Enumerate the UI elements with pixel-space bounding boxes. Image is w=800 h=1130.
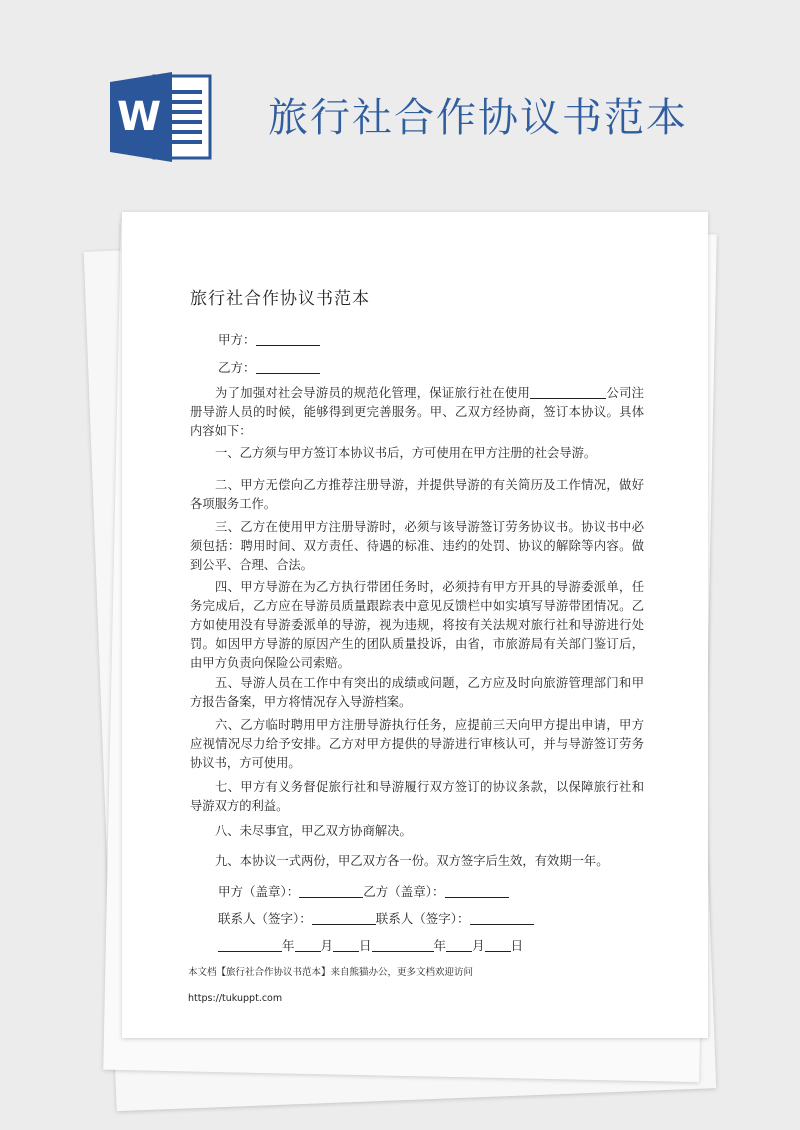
party-a-blank	[256, 333, 320, 346]
date-row	[218, 936, 523, 954]
month-a-label: 月	[320, 938, 334, 953]
day-b-label: 日	[510, 938, 524, 953]
clause-8: 八、未尽事宜，甲乙双方协商解决。	[215, 824, 412, 838]
party-b-blank	[256, 361, 320, 374]
day-a-label: 日	[359, 938, 372, 953]
year-b-label: 年	[433, 938, 447, 953]
intro-paragraph	[190, 384, 644, 441]
month-b-label: 月	[472, 938, 485, 953]
contact-a-blank	[312, 912, 376, 925]
contact-row	[218, 909, 534, 927]
banner-title: 旅行社合作协议书范本	[268, 95, 688, 141]
party-b-label: 乙方：	[218, 360, 256, 375]
clause-7: 七、甲方有义务督促旅行社和导游履行双方签订的协议条款，以保障旅行社和导游双方的利益。	[190, 780, 644, 813]
intro-text-2: 公司注册导游人员的时候，能够得到更完善服务。甲、乙双方经协商，签订本协议。具体内容如下：	[190, 386, 644, 438]
year-a-label: 年	[282, 938, 295, 953]
contact-b-label: 联系人（签字）：	[375, 911, 470, 926]
clause-4: 四、甲方导游在为乙方执行带团任务时，必须持有甲方开具的导游委派单，任务完成后，乙方应在导游员质量跟踪表中意见反馈栏中如实填写导游带团情况。乙方如使用没有导游委派单的导游，视为违规，将按有关法规对旅行社和导游进行处罚。如因甲方导游的原因产生的团队质量投诉，由省，市旅游局有关部门鉴订后，由甲方负责向保险公司索赔。	[190, 580, 644, 670]
party-a-field	[218, 330, 320, 348]
year-a-blank	[218, 939, 282, 952]
contact-a-label: 联系人（签字）：	[218, 911, 312, 926]
seal-b-blank	[445, 885, 509, 898]
clause-6: 六、乙方临时聘用甲方注册导游执行任务，应提前三天向甲方提出申请，甲方应视情况尽力给予安排。乙方对甲方提供的导游进行审核认可，并与导游签订劳务协议书，方可使用。	[190, 718, 644, 770]
day-a-blank	[333, 939, 359, 952]
month-b-blank	[446, 939, 472, 952]
intro-text-1: 为了加强对社会导游员的规范化管理，保证旅行社在使用	[215, 386, 531, 400]
contact-b-blank	[470, 912, 534, 925]
footer-url[interactable]: https://tukuppt.com	[188, 993, 283, 1004]
day-b-blank	[485, 939, 511, 952]
footer-note: 本文档【旅行社合作协议书范本】来自熊猫办公，更多文档欢迎访问	[188, 967, 474, 978]
seal-a-label: 甲方（盖章）：	[218, 884, 300, 899]
clause-9: 九、本协议一式两份，甲乙双方各一份。双方签字后生效，有效期一年。	[215, 854, 609, 868]
year-b-blank	[372, 939, 434, 952]
clause-5: 五、导游人员在工作中有突出的成绩或问题，乙方应及时向旅游管理部门和甲方报告备案，甲方将情况存入导游档案。	[190, 676, 644, 709]
seal-b-label: 乙方（盖章）：	[363, 884, 445, 899]
seal-row	[218, 882, 509, 900]
seal-a-blank	[299, 885, 363, 898]
month-a-blank	[295, 939, 321, 952]
party-b-field	[218, 358, 320, 376]
word-logo-icon	[110, 72, 212, 162]
clause-1: 一、乙方须与甲方签订本协议书后，方可使用在甲方注册的社会导游。	[215, 446, 597, 460]
party-a-label: 甲方：	[218, 332, 256, 347]
document-title: 旅行社合作协议书范本	[190, 289, 370, 309]
clause-3: 三、乙方在使用甲方注册导游时，必须与该导游签订劳务协议书。协议书中必须包括：聘用时间、双方责任、待遇的标准、违约的处罚、协议的解除等内容。做到公平、合理、合法。	[190, 520, 644, 572]
document-content	[122, 212, 708, 1038]
logo-letter: W	[117, 94, 162, 140]
clause-2: 二、甲方无偿向乙方推荐注册导游，并提供导游的有关简历及工作情况，做好各项服务工作。	[190, 478, 644, 511]
company-blank	[530, 386, 606, 399]
